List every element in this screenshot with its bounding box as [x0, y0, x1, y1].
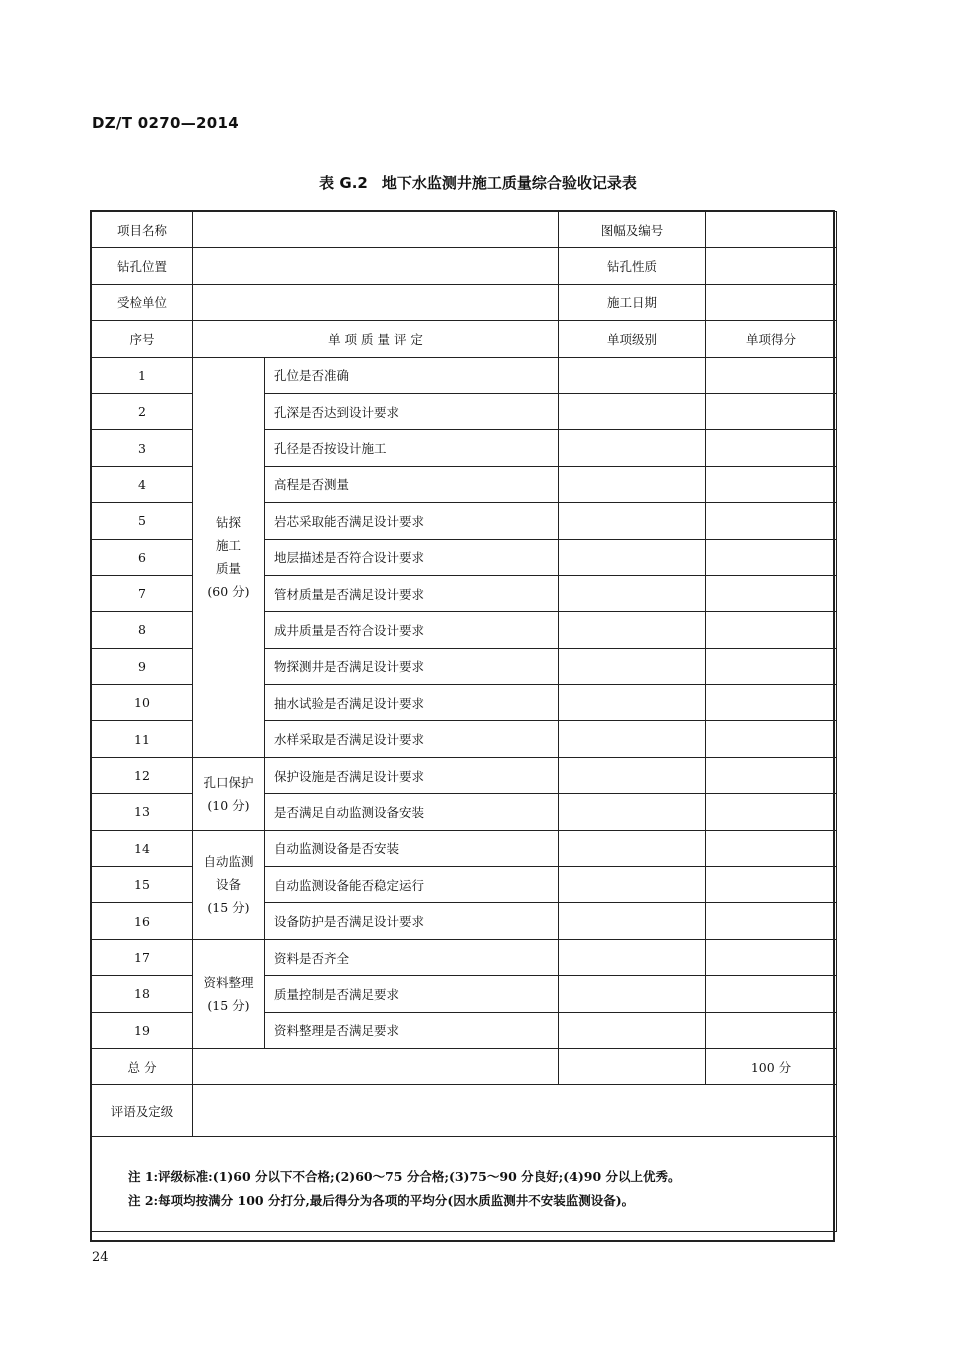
total-grade-cell[interactable] — [559, 1048, 706, 1084]
grade-cell[interactable] — [559, 503, 706, 539]
group-label-line: 施工 — [215, 538, 241, 554]
row-item: 孔位是否准确 — [265, 357, 559, 393]
row-number: 1 — [92, 357, 193, 393]
group-label-line: 设备 — [215, 877, 241, 893]
row-number: 4 — [92, 466, 193, 502]
group-label-line: 孔口保护 — [203, 774, 254, 790]
comment-value[interactable] — [193, 1085, 837, 1137]
grade-cell[interactable] — [559, 1012, 706, 1048]
grade-cell[interactable] — [559, 830, 706, 866]
grade-cell[interactable] — [559, 648, 706, 684]
row-number: 14 — [92, 830, 193, 866]
score-cell[interactable] — [706, 393, 837, 429]
row-number: 17 — [92, 939, 193, 975]
table-row — [92, 757, 837, 793]
col-header-assessment: 单 项 质 量 评 定 — [193, 321, 559, 357]
row-number: 11 — [92, 721, 193, 757]
grade-cell[interactable] — [559, 539, 706, 575]
group-drilling-quality — [193, 357, 265, 757]
table-number: 表 G.2 — [319, 174, 368, 192]
row-number: 16 — [92, 903, 193, 939]
score-cell[interactable] — [706, 939, 837, 975]
table-row — [92, 357, 837, 393]
row-item: 岩芯采取能否满足设计要求 — [265, 503, 559, 539]
table-title-text: 地下水监测井施工质量综合验收记录表 — [381, 174, 637, 192]
comment-label: 评语及定级 — [92, 1085, 193, 1137]
row-item: 物探测井是否满足设计要求 — [265, 648, 559, 684]
project-name-value[interactable] — [193, 212, 559, 248]
col-header-score: 单项得分 — [706, 321, 837, 357]
total-row — [92, 1048, 837, 1084]
row-number: 9 — [92, 648, 193, 684]
group-auto-monitoring — [193, 830, 265, 939]
info-row-project — [92, 212, 837, 248]
inspected-unit-value[interactable] — [193, 284, 559, 320]
borehole-nature-label: 钻孔性质 — [559, 248, 706, 284]
score-cell[interactable] — [706, 539, 837, 575]
row-number: 2 — [92, 393, 193, 429]
group-label-line: 自动监测 — [203, 854, 254, 870]
score-cell[interactable] — [706, 430, 837, 466]
grade-cell[interactable] — [559, 976, 706, 1012]
acceptance-record-table — [91, 211, 837, 1232]
row-item: 水样采取是否满足设计要求 — [265, 721, 559, 757]
note-2: 注 2:每项均按满分 100 分打分,最后得分为各项的平均分(因水质监测井不安装监测设备)。 — [128, 1193, 635, 1209]
grade-cell[interactable] — [559, 685, 706, 721]
row-number: 19 — [92, 1012, 193, 1048]
notes-row — [92, 1137, 837, 1232]
score-cell[interactable] — [706, 466, 837, 502]
row-item: 自动监测设备是否安装 — [265, 830, 559, 866]
row-number: 15 — [92, 867, 193, 903]
grade-cell[interactable] — [559, 466, 706, 502]
score-cell[interactable] — [706, 648, 837, 684]
notes-cell — [92, 1137, 837, 1232]
group-label-line: 质量 — [215, 561, 241, 577]
score-cell[interactable] — [706, 575, 837, 611]
row-number: 3 — [92, 430, 193, 466]
score-cell[interactable] — [706, 903, 837, 939]
row-item: 资料是否齐全 — [265, 939, 559, 975]
row-number: 7 — [92, 575, 193, 611]
grade-cell[interactable] — [559, 357, 706, 393]
grade-cell[interactable] — [559, 721, 706, 757]
row-item: 是否满足自动监测设备安装 — [265, 794, 559, 830]
score-cell[interactable] — [706, 867, 837, 903]
total-score: 100 分 — [706, 1048, 837, 1084]
grade-cell[interactable] — [559, 393, 706, 429]
group-points: (10 分) — [207, 797, 250, 813]
inspected-unit-label: 受检单位 — [92, 284, 193, 320]
project-name-label: 项目名称 — [92, 212, 193, 248]
borehole-location-label: 钻孔位置 — [92, 248, 193, 284]
row-item: 管材质量是否满足设计要求 — [265, 575, 559, 611]
row-item: 孔深是否达到设计要求 — [265, 393, 559, 429]
row-number: 10 — [92, 685, 193, 721]
column-header-row — [92, 321, 837, 357]
total-label: 总 分 — [92, 1048, 193, 1084]
row-number: 8 — [92, 612, 193, 648]
info-row-location — [92, 248, 837, 284]
construction-date-value[interactable] — [706, 284, 837, 320]
borehole-nature-value[interactable] — [706, 248, 837, 284]
row-number: 13 — [92, 794, 193, 830]
grade-cell[interactable] — [559, 612, 706, 648]
col-header-seq: 序号 — [92, 321, 193, 357]
row-number: 5 — [92, 503, 193, 539]
grade-cell[interactable] — [559, 939, 706, 975]
grade-cell[interactable] — [559, 757, 706, 793]
row-item: 资料整理是否满足要求 — [265, 1012, 559, 1048]
row-number: 12 — [92, 757, 193, 793]
group-points: (15 分) — [207, 900, 250, 916]
row-item: 保护设施是否满足设计要求 — [265, 757, 559, 793]
score-cell[interactable] — [706, 357, 837, 393]
page-number: 24 — [92, 1250, 109, 1265]
grade-cell[interactable] — [559, 430, 706, 466]
total-blank — [193, 1048, 559, 1084]
row-item: 地层描述是否符合设计要求 — [265, 539, 559, 575]
table-row — [92, 939, 837, 975]
score-cell[interactable] — [706, 503, 837, 539]
grade-cell[interactable] — [559, 575, 706, 611]
group-points: (15 分) — [207, 997, 250, 1013]
group-label-line: 钻探 — [215, 515, 241, 531]
info-row-unit — [92, 284, 837, 320]
row-item: 自动监测设备能否稳定运行 — [265, 867, 559, 903]
score-cell[interactable] — [706, 721, 837, 757]
standard-code: DZ/T 0270—2014 — [92, 114, 239, 132]
construction-date-label: 施工日期 — [559, 284, 706, 320]
col-header-grade: 单项级别 — [559, 321, 706, 357]
comment-row — [92, 1085, 837, 1137]
row-item: 孔径是否按设计施工 — [265, 430, 559, 466]
group-points: (60 分) — [207, 584, 250, 600]
row-item: 高程是否测量 — [265, 466, 559, 502]
row-number: 18 — [92, 976, 193, 1012]
score-cell[interactable] — [706, 685, 837, 721]
grade-cell[interactable] — [559, 794, 706, 830]
row-number: 6 — [92, 539, 193, 575]
row-item: 抽水试验是否满足设计要求 — [265, 685, 559, 721]
group-wellhead-protection — [193, 757, 265, 830]
grade-cell[interactable] — [559, 867, 706, 903]
score-cell[interactable] — [706, 757, 837, 793]
row-item: 设备防护是否满足设计要求 — [265, 903, 559, 939]
group-records — [193, 939, 265, 1048]
map-sheet-value[interactable] — [706, 212, 837, 248]
grade-cell[interactable] — [559, 903, 706, 939]
table-row — [92, 830, 837, 866]
table-title — [0, 172, 956, 193]
map-sheet-label: 图幅及编号 — [559, 212, 706, 248]
group-label-line: 资料整理 — [203, 974, 254, 990]
note-1: 注 1:评级标准:(1)60 分以下不合格;(2)60～75 分合格;(3)75～90 分良好;(4)90 分以上优秀。 — [128, 1169, 681, 1185]
score-cell[interactable] — [706, 976, 837, 1012]
score-cell[interactable] — [706, 830, 837, 866]
score-cell[interactable] — [706, 612, 837, 648]
row-item: 质量控制是否满足要求 — [265, 976, 559, 1012]
borehole-location-value[interactable] — [193, 248, 559, 284]
score-cell[interactable] — [706, 794, 837, 830]
row-item: 成井质量是否符合设计要求 — [265, 612, 559, 648]
score-cell[interactable] — [706, 1012, 837, 1048]
